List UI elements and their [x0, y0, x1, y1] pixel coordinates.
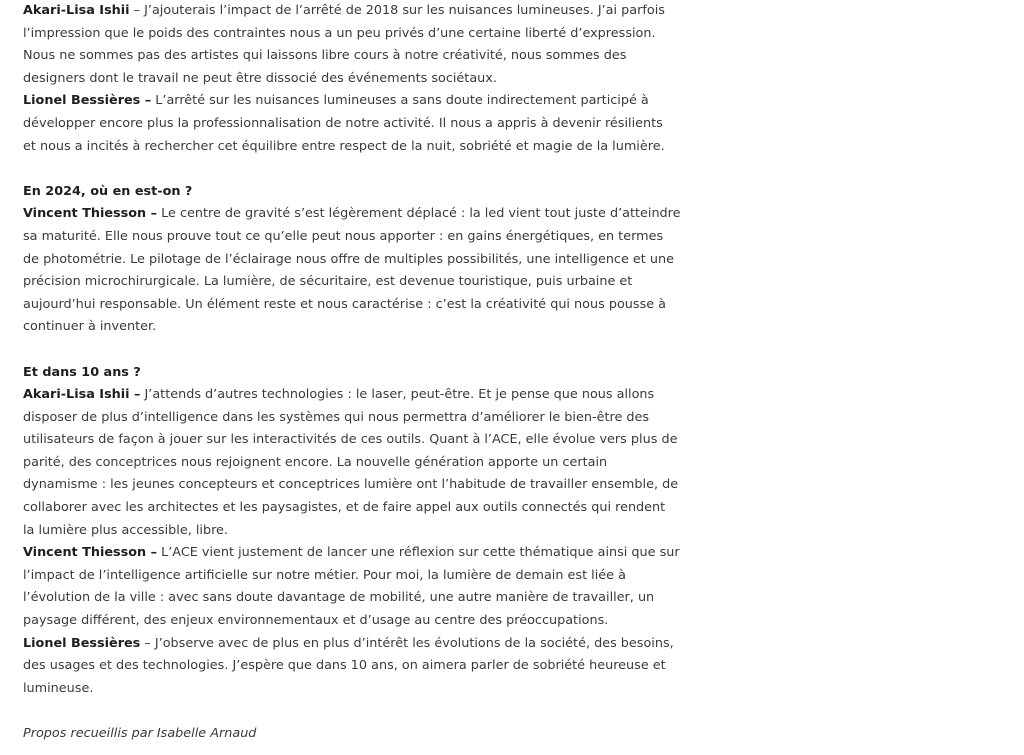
speaker-name: Vincent Thiesson –	[23, 545, 158, 561]
paragraph-spacer	[23, 700, 703, 723]
paragraph-line: designers dont le travail ne peut être dissocié des événements sociétaux.	[23, 70, 497, 86]
question-heading: Et dans 10 ans ?	[23, 364, 141, 380]
answer-paragraph	[23, 384, 703, 542]
paragraph-line: utilisateurs de façon à jouer sur les interactivités de ces outils. Quant à l’ACE, elle évolue vers plus de	[23, 432, 678, 448]
paragraph-line: des usages et des technologies. J’espère que dans 10 ans, on aimera parler de sobriété heureuse et	[23, 658, 666, 674]
speaker-name: Akari-Lisa Ishii	[23, 3, 130, 18]
paragraph-line: précision microchirurgicale. La lumière, de sécuritaire, est devenue touristique, puis urbaine et	[23, 274, 633, 290]
paragraph-line: Nous ne sommes pas des artistes qui laissons libre cours à notre créativité, nous sommes des	[23, 48, 627, 64]
paragraph-line: Lionel Bessières – J’observe avec de plus en plus d’intérêt les évolutions de la société, des besoins,	[23, 635, 674, 651]
paragraph-line: aujourd’hui responsable. Un élément reste et nous caractérise : c’est la créativité qui nous pousse à	[23, 296, 667, 312]
paragraph-line: continuer à inventer.	[23, 319, 157, 335]
answer-paragraph	[23, 633, 703, 701]
paragraph-line: sa maturité. Elle nous prouve tout ce qu’elle peut nous apporter : en gains énergétiques, en termes	[23, 228, 664, 244]
paragraph-line: de photométrie. Le pilotage de l’éclairage nous offre de multiples possibilités, une intelligence et une	[23, 251, 674, 267]
paragraph-line: dynamisme : les jeunes concepteurs et conceptrices lumière ont l’habitude de travailler ensemble, de	[23, 477, 679, 493]
paragraph-line: l’impression que le poids des contraintes nous a un peu privés d’une certaine liberté d’expression.	[23, 25, 656, 41]
paragraph-line: Lionel Bessières – L’arrêté sur les nuisances lumineuses a sans doute indirectement participé à	[23, 93, 649, 109]
paragraph-line: Vincent Thiesson – L’ACE vient justement de lancer une réflexion sur cette thématique ainsi que sur	[23, 545, 680, 561]
paragraph-line: lumineuse.	[23, 680, 94, 696]
interview-credit: Propos recueillis par Isabelle Arnaud	[23, 726, 257, 741]
answer-paragraph	[23, 90, 703, 158]
speaker-name: Akari-Lisa Ishii –	[23, 387, 141, 403]
paragraph-spacer	[23, 158, 703, 181]
paragraph-spacer	[23, 339, 703, 362]
speaker-name: Lionel Bessières	[23, 635, 141, 651]
paragraph-line: l’impact de l’intelligence artificielle sur notre métier. Pour moi, la lumière de demain est liée à	[23, 567, 626, 583]
speaker-name: Vincent Thiesson –	[23, 206, 158, 222]
paragraph-line: Vincent Thiesson – Le centre de gravité s’est légèrement déplacé : la led vient tout juste d’atteindre	[23, 206, 681, 222]
interview-article	[23, 0, 703, 746]
paragraph-line: développer encore plus la professionnalisation de notre activité. Il nous a appris à devenir résilients	[23, 115, 663, 131]
paragraph-line: disposer de plus d’intelligence dans les systèmes qui nous permettra d’améliorer le bien-être des	[23, 409, 650, 425]
answer-paragraph	[23, 0, 703, 90]
paragraph-line: Akari-Lisa Ishii – J’ajouterais l’impact de l’arrêté de 2018 sur les nuisances lumineuses. J’ai parfois	[23, 3, 665, 18]
speaker-name: Lionel Bessières –	[23, 93, 152, 109]
paragraph-line: l’évolution de la ville : avec sans doute davantage de mobilité, une autre manière de travailler, un	[23, 590, 655, 606]
paragraph-line: paysage différent, des enjeux environnementaux et d’usage au centre des préoccupations.	[23, 613, 609, 629]
paragraph-line: la lumière plus accessible, libre.	[23, 522, 228, 538]
paragraph-line: et nous a incités à rechercher cet équilibre entre respect de la nuit, sobriété et magie de la lumière.	[23, 138, 665, 154]
answer-paragraph	[23, 203, 703, 339]
question-heading: En 2024, où en est-on ?	[23, 183, 193, 199]
answer-paragraph	[23, 542, 703, 632]
paragraph-line: collaborer avec les architectes et les paysagistes, et de faire appel aux outils connectés qui rendent	[23, 500, 666, 516]
paragraph-line: parité, des conceptrices nous rejoignent encore. La nouvelle génération apporte un certain	[23, 454, 608, 470]
paragraph-line: Akari-Lisa Ishii – J’attends d’autres technologies : le laser, peut-être. Et je pense que nous allons	[23, 387, 655, 403]
